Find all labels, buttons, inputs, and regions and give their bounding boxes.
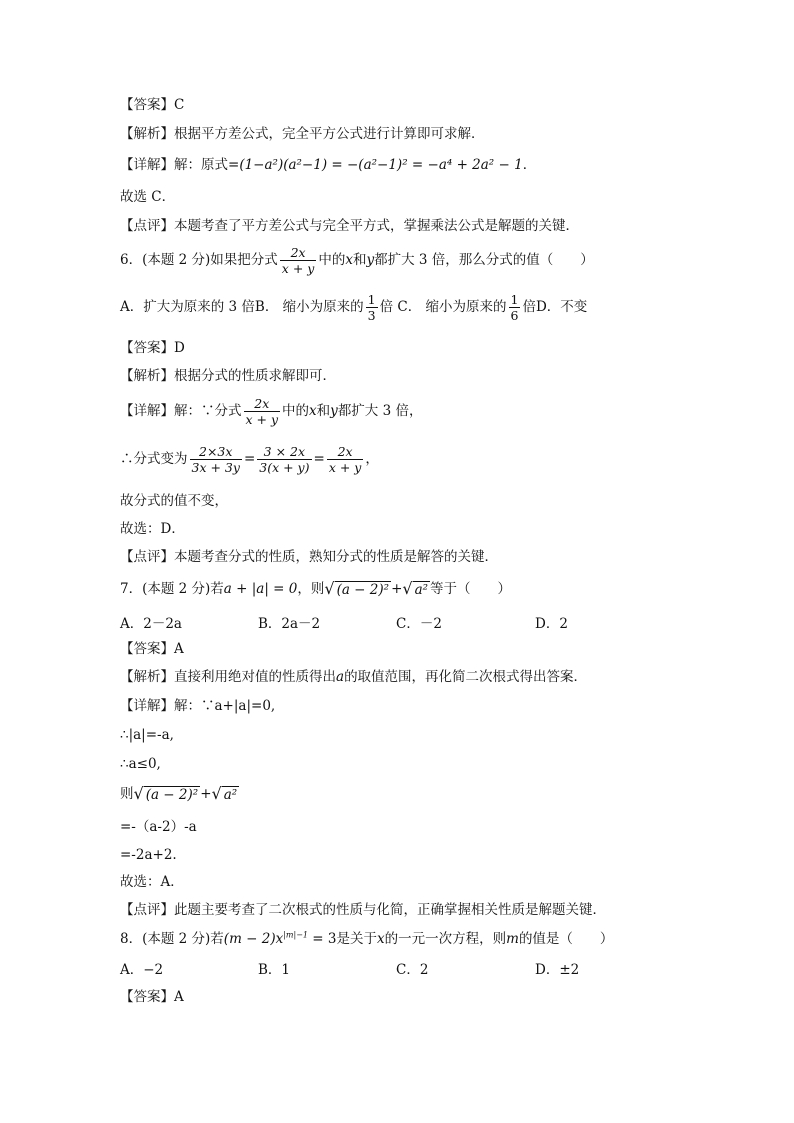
q7-analysis-a: 【解析】直接利用绝对值的性质得出 (120, 669, 336, 685)
q6-fraction-den: x + y (281, 261, 315, 276)
q6-option-c-frac (509, 292, 521, 323)
q6-value: 故分式的值不变， (120, 493, 228, 509)
q6-step-frac-3-num: 2x (327, 444, 364, 460)
q6-stem-b: 中的 (318, 252, 346, 268)
q8-var-x: x (377, 931, 385, 947)
q7-answer: 【答案】A (120, 641, 184, 657)
q6-detail-a: 【详解】解：∵分式 (120, 403, 242, 419)
q7-step-3-pre: 则 (120, 786, 134, 802)
q6-detail (120, 396, 422, 427)
q5-detail-end: ． (522, 157, 537, 173)
q5-detail (120, 156, 536, 174)
q7-choose: 故选：A． (120, 874, 184, 890)
q7-analysis-b: 的取值范围，再化简二次根式得出答案． (344, 669, 588, 685)
q7-sqrt-1: √ (a − 2)² (324, 579, 390, 598)
q6-step-frac-3-den: x + y (328, 460, 362, 475)
q6-step-frac-2 (257, 444, 311, 475)
q7-step-3 (120, 785, 239, 804)
q7-step-3-sqrt-1: √ (a − 2)² (133, 784, 199, 803)
q7-step-1: ∴|a|=-a, (120, 727, 174, 743)
q7-analysis-var: a (336, 669, 345, 685)
q6-choose: 故选：D． (120, 521, 185, 537)
q5-choose: 故选 C． (120, 189, 176, 205)
q8-var-m: m (506, 931, 519, 947)
q5-detail-prefix: 【详解】解：原式= (120, 157, 240, 173)
q6-step-frac-3 (327, 444, 364, 475)
q7-step-4: =-（a-2）-a (120, 819, 197, 835)
q8-stem-d: 的值是（ ） (518, 931, 614, 947)
q6-stem-a: 6．(本题 2 分)如果把分式 (120, 252, 278, 268)
q6-step-eq-1: = (243, 451, 256, 467)
q5-answer: 【答案】C (120, 97, 185, 113)
q7-analysis (120, 668, 587, 686)
q6-stem (120, 245, 594, 276)
q6-var-y: y (366, 252, 375, 268)
q7-option-b: B．2a－2 (258, 616, 321, 632)
q7-stem (120, 580, 511, 599)
q8-stem (120, 930, 613, 948)
q5-analysis: 【解析】根据平方差公式，完全平方公式进行计算即可求解． (120, 126, 485, 142)
q6-var-x: x (345, 252, 353, 268)
q8-option-c: C．2 (396, 962, 429, 978)
q7-condition: a + |a| = 0 (223, 581, 298, 597)
q7-step-3-sqrt-1-rad: (a − 2)² (145, 787, 199, 803)
q6-option-c-num: 1 (510, 292, 519, 307)
q8-exponent: |m|−1 (283, 930, 309, 940)
q8-stem-c: 的一元一次方程，则 (384, 931, 507, 947)
q6-option-d: D．不变 (535, 299, 588, 315)
q6-step-frac-2-num: 3 × 2x (257, 444, 311, 460)
q7-step-3-plus: + (200, 786, 212, 802)
q7-step-5: =-2a+2. (120, 847, 177, 863)
q6-detail-fraction-den: x + y (245, 412, 279, 427)
q6-detail-fraction-num: 2x (244, 396, 281, 412)
q6-option-b-frac (366, 292, 378, 323)
q6-step-post: ， (365, 451, 379, 467)
q7-comment: 【点评】此题主要考查了二次根式的性质与化简，正确掌握相关性质是解题关键． (120, 902, 606, 918)
q5-detail-formula: (1−a²)(a²−1) = −(a²−1)² = −a⁴ + 2a² − 1 (239, 157, 523, 173)
q6-option-c-den: 6 (510, 308, 519, 323)
q7-option-d: D．2 (535, 616, 568, 632)
q6-stem-c: 和 (352, 252, 367, 268)
q6-detail-var-x: x (309, 403, 317, 419)
q7-step-3-sqrt-2: √ a² (211, 784, 238, 803)
q8-option-b: B．1 (258, 962, 291, 978)
q6-option-b (254, 292, 394, 323)
q8-equals-3: = 3 (308, 931, 337, 947)
q6-step (120, 444, 379, 475)
q6-option-b-num: 1 (367, 292, 376, 307)
q7-stem-c: 等于（ ） (430, 581, 512, 597)
q6-option-c (397, 292, 536, 323)
q5-comment: 【点评】本题考查了平方差公式与完全平方式，掌握乘法公式是解题的关键． (120, 218, 579, 234)
q8-answer: 【答案】A (120, 989, 184, 1005)
q6-fraction (280, 245, 317, 276)
q6-step-pre: ∴分式变为 (120, 451, 188, 467)
q7-option-c: C．－2 (396, 616, 442, 632)
q6-options (120, 292, 587, 323)
q6-step-frac-1 (190, 444, 242, 475)
q6-comment: 【点评】本题考查分式的性质，熟知分式的性质是解答的关键． (120, 549, 498, 565)
q7-detail: 【详解】解：∵a+|a|=0, (120, 698, 276, 714)
q6-option-b-post: 倍 (379, 299, 394, 315)
q6-step-frac-2-den: 3(x + y) (259, 460, 310, 475)
q7-plus: + (391, 581, 403, 597)
q7-sqrt-2-rad: a² (414, 582, 429, 598)
q6-fraction-num: 2x (280, 245, 317, 261)
q6-option-c-post: 倍 (522, 299, 536, 315)
q6-step-frac-1-num: 2×3x (190, 444, 242, 460)
q8-stem-b: 是关于 (336, 931, 377, 947)
q7-sqrt-1-rad: (a − 2)² (336, 582, 390, 598)
q6-option-c-pre: C． 缩小为原来的 (397, 299, 507, 315)
q8-stem-a: 8．(本题 2 分)若 (120, 931, 224, 947)
q7-sqrt-2: √ a² (402, 579, 429, 598)
q7-step-3-sqrt-2-rad: a² (223, 787, 238, 803)
q6-option-a: A．扩大为原来的 3 倍 (120, 299, 255, 315)
q6-stem-d: 都扩大 3 倍，那么分式的值（ ） (374, 252, 594, 268)
q7-stem-a: 7．(本题 2 分)若 (120, 581, 224, 597)
q6-detail-var-y: y (330, 403, 338, 419)
q6-option-b-den: 3 (367, 308, 376, 323)
q7-option-a: A．2－2a (120, 616, 182, 632)
q6-detail-fraction (244, 396, 281, 427)
q6-detail-c: 和 (316, 403, 331, 419)
q7-stem-b: ，则 (297, 581, 325, 597)
q8-option-a: A．−2 (120, 962, 164, 978)
q8-option-d: D．±2 (535, 962, 580, 978)
q6-step-frac-1-den: 3x + 3y (191, 460, 240, 475)
q6-detail-b: 中的 (282, 403, 310, 419)
q6-answer: 【答案】D (120, 340, 185, 356)
q7-step-2: ∴a≤0, (120, 756, 161, 772)
q6-analysis: 【解析】根据分式的性质求解即可． (120, 368, 336, 384)
q6-step-eq-2: = (313, 451, 325, 467)
q6-detail-d: 都扩大 3 倍， (337, 403, 423, 419)
q6-option-b-pre: B． 缩小为原来的 (254, 299, 364, 315)
q8-expression: (m − 2)x (223, 931, 284, 947)
